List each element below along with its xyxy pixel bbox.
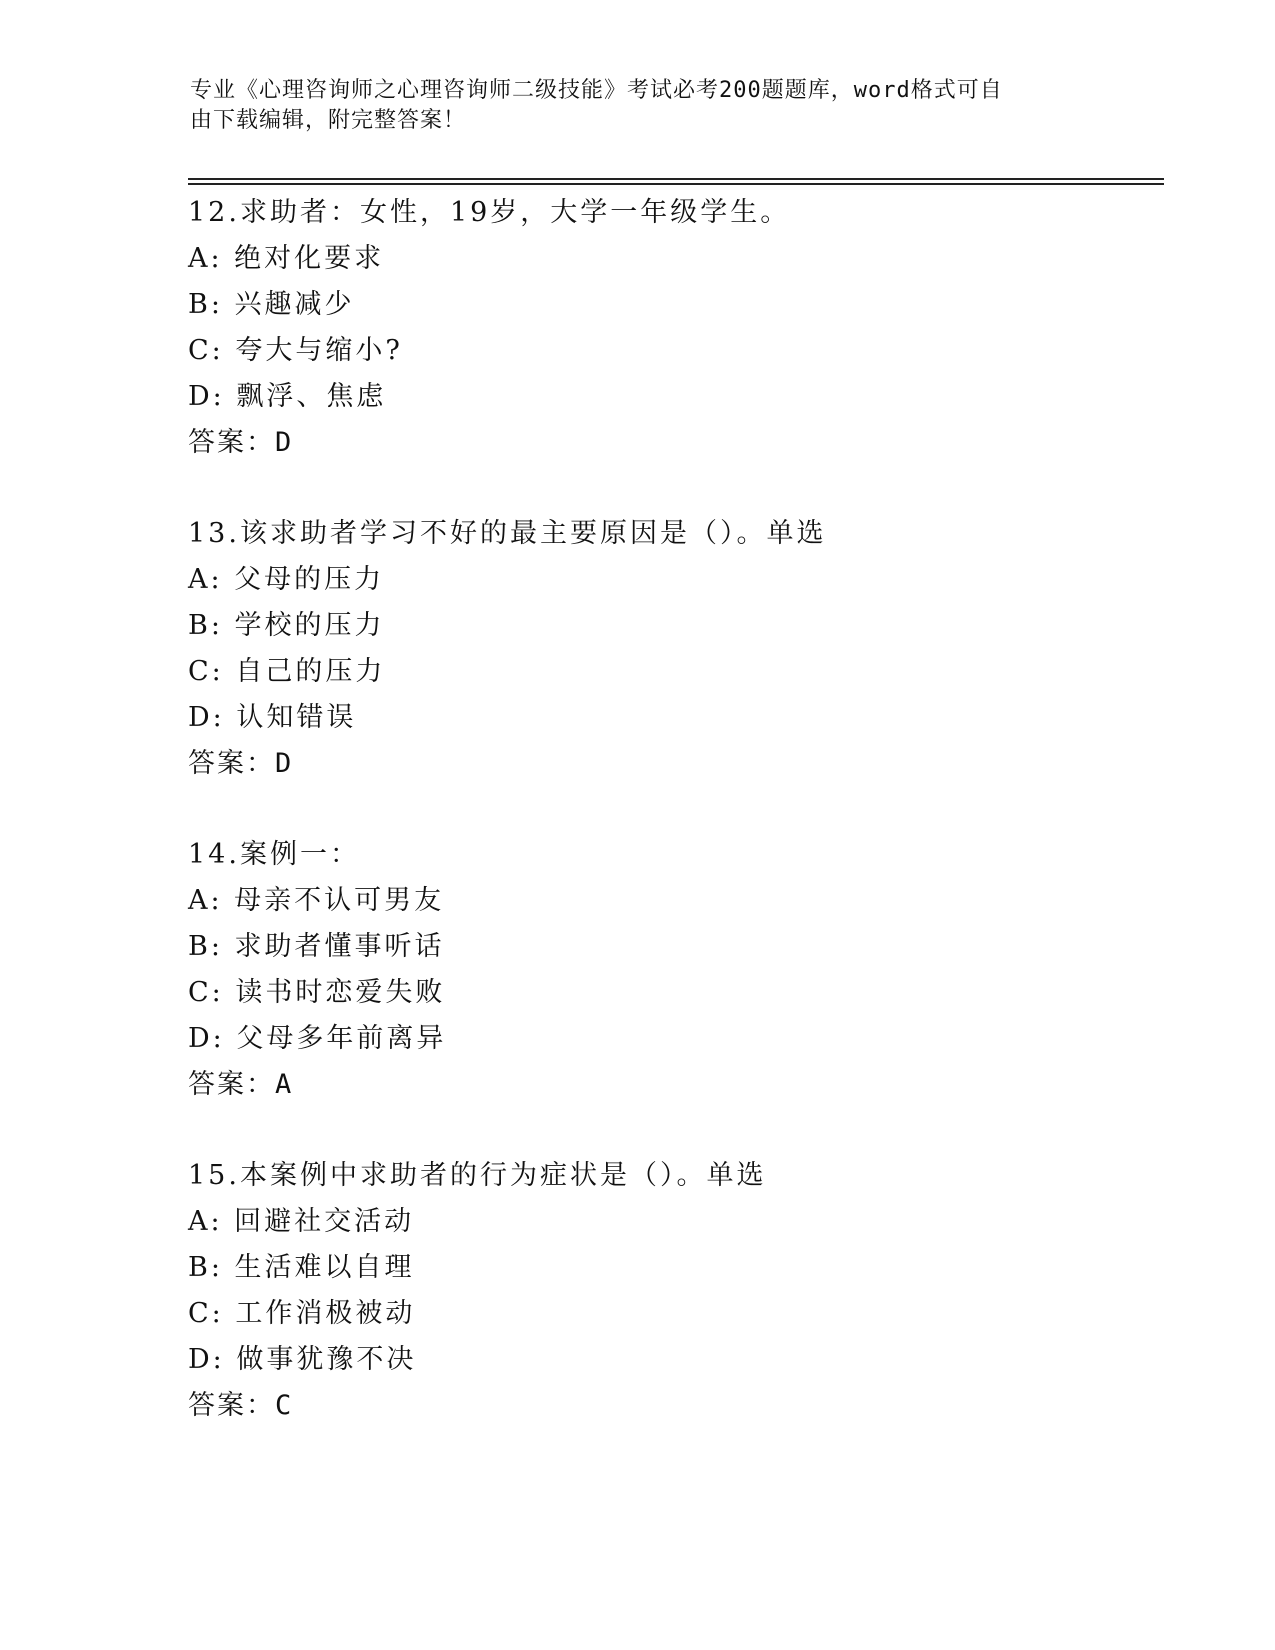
option-c: C: 自己的压力 bbox=[188, 656, 386, 687]
answer-label: 答案： bbox=[188, 1390, 275, 1421]
answer-line bbox=[188, 1062, 1088, 1108]
option-d: D: 父母多年前离异 bbox=[188, 1023, 447, 1054]
answer-value: D bbox=[275, 748, 294, 779]
option-d: D: 认知错误 bbox=[188, 702, 357, 733]
answer-line bbox=[188, 741, 1088, 787]
answer-value: A bbox=[275, 1069, 294, 1100]
question-stem: 12.求助者：女性，19岁，大学一年级学生。 bbox=[188, 197, 791, 228]
option-a: A: 父母的压力 bbox=[188, 564, 385, 595]
question-block bbox=[188, 190, 1088, 466]
question-block bbox=[188, 1153, 1088, 1429]
option-d: D: 飘浮、焦虑 bbox=[188, 381, 387, 412]
option-b: B: 生活难以自理 bbox=[188, 1252, 415, 1283]
question-stem: 15.本案例中求助者的行为症状是（）。单选 bbox=[188, 1160, 767, 1191]
option-c: C: 工作消极被动 bbox=[188, 1298, 416, 1329]
question-block bbox=[188, 832, 1088, 1108]
header-line-2: 由下载编辑，附完整答案！ bbox=[190, 108, 467, 133]
answer-label: 答案： bbox=[188, 427, 275, 458]
option-d: D: 做事犹豫不决 bbox=[188, 1344, 417, 1375]
header-line-1: 专业《心理咨询师之心理咨询师二级技能》考试必考200题题库，word格式可自 bbox=[190, 78, 1003, 103]
option-a: A: 母亲不认可男友 bbox=[188, 885, 445, 916]
answer-line bbox=[188, 1383, 1088, 1429]
option-a: A: 绝对化要求 bbox=[188, 243, 385, 274]
option-b: B: 求助者懂事听话 bbox=[188, 931, 445, 962]
option-c: C: 夸大与缩小? bbox=[188, 335, 403, 366]
option-b: B: 学校的压力 bbox=[188, 610, 385, 641]
document-header bbox=[190, 76, 1080, 136]
answer-value: D bbox=[275, 427, 294, 458]
header-divider-top bbox=[188, 178, 1164, 180]
answer-label: 答案： bbox=[188, 748, 275, 779]
question-stem: 13.该求助者学习不好的最主要原因是（）。单选 bbox=[188, 518, 827, 549]
question-list bbox=[188, 190, 1088, 1474]
answer-line bbox=[188, 420, 1088, 466]
answer-value: C bbox=[275, 1390, 294, 1421]
option-b: B: 兴趣减少 bbox=[188, 289, 355, 320]
answer-label: 答案： bbox=[188, 1069, 275, 1100]
header-divider-bottom bbox=[188, 183, 1164, 185]
question-block bbox=[188, 511, 1088, 787]
question-stem: 14.案例一： bbox=[188, 839, 360, 870]
option-c: C: 读书时恋爱失败 bbox=[188, 977, 446, 1008]
option-a: A: 回避社交活动 bbox=[188, 1206, 415, 1237]
